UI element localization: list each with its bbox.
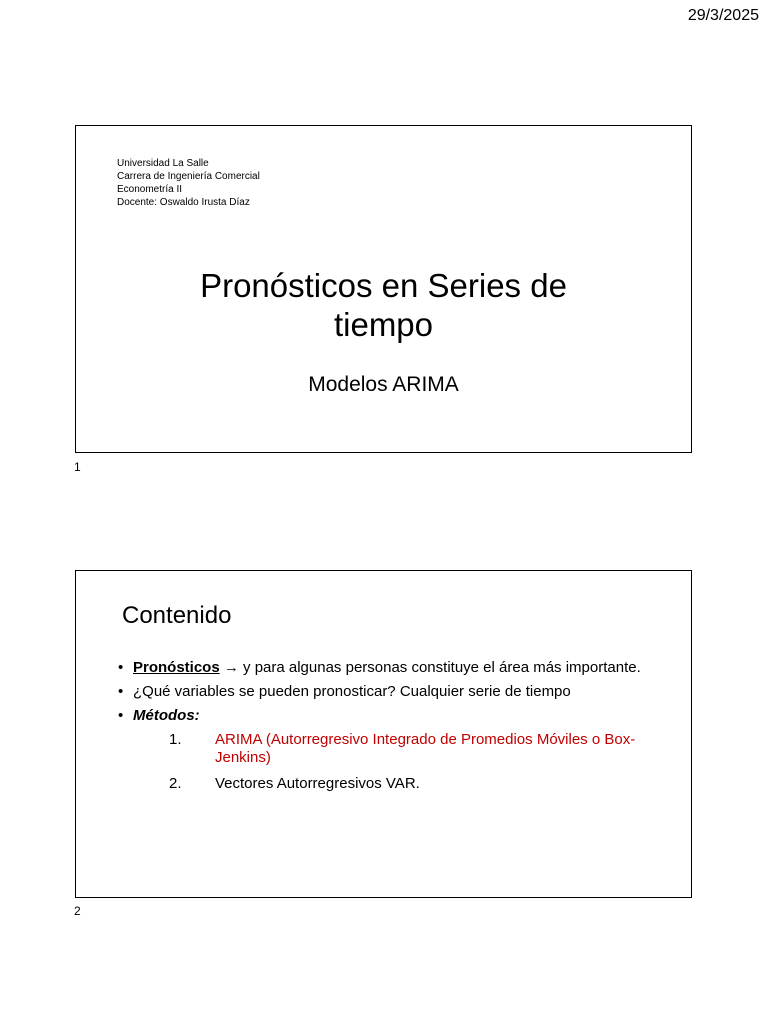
slide-number-2: 2 — [74, 904, 81, 918]
institution-info — [117, 157, 260, 209]
method-text: ARIMA (Autorregresivo Integrado de Promedios Móviles o Box- Jenkins) — [215, 731, 636, 766]
slide-subtitle: Modelos ARIMA — [308, 373, 459, 396]
bullet-item-variables — [118, 683, 678, 701]
content-title: Contenido — [122, 602, 232, 629]
career-line: Carrera de Ingeniería Comercial — [117, 171, 260, 182]
slide-1 — [75, 125, 692, 453]
method-index: 1. — [169, 731, 182, 748]
bullet-dot: • — [118, 683, 124, 700]
bullet-dot: • — [118, 707, 124, 724]
slide-title-line-1: Pronósticos en Series de — [200, 267, 567, 304]
bullet-list — [118, 659, 678, 801]
method-index: 2. — [169, 775, 182, 792]
bullet-dot: • — [118, 659, 124, 676]
methods-list — [118, 731, 678, 793]
course-line: Econometría II — [117, 184, 183, 195]
print-date: 29/3/2025 — [687, 7, 759, 24]
method-text: Vectores Autorregresivos VAR. — [215, 775, 420, 792]
forecasts-term: Pronósticos — [133, 659, 220, 676]
slide-title-line-2: tiempo — [333, 306, 434, 343]
method-item-arima — [118, 731, 678, 767]
right-arrow-icon: → — [223, 659, 239, 676]
bullet-item-forecasts — [118, 659, 678, 677]
slide-number-1: 1 — [74, 460, 81, 474]
institution-line: Universidad La Salle — [117, 158, 209, 169]
methods-label: Métodos: — [133, 707, 200, 724]
method-item-var — [118, 775, 678, 793]
bullet-text: ¿Qué variables se pueden pronosticar? Cualquier serie de tiempo — [133, 683, 571, 700]
slide-2 — [75, 570, 692, 898]
teacher-line: Docente: Oswaldo Irusta Díaz — [117, 197, 250, 208]
bullet-text: y para algunas personas constituye el área más importante. — [238, 659, 641, 676]
slide-title — [76, 266, 691, 344]
bullet-item-methods — [118, 707, 678, 725]
